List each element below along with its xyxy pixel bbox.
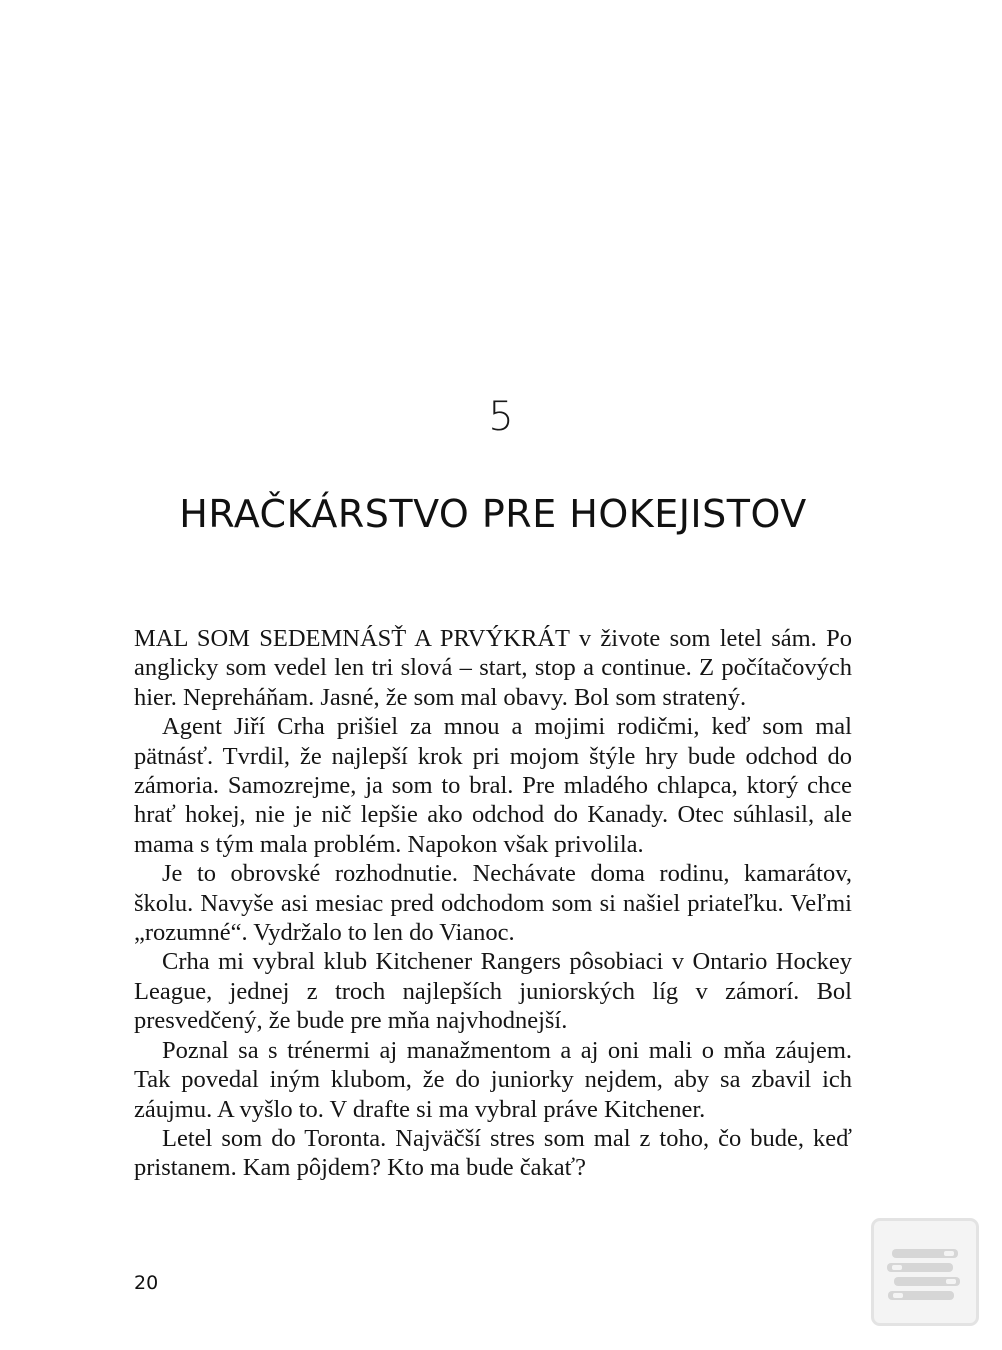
paragraph: Letel som do Toronta. Najväčší stres som mal z toho, čo bude, keď pristanem. Kam pôjdem? Kto ma bude čakať? xyxy=(134,1124,852,1182)
chapter-title: HRAČKÁRSTVO PRE HOKEJISTOV xyxy=(179,492,807,536)
paragraph: Poznal sa s trénermi aj manažmentom a aj oni mali o mňa záujem. Tak povedal iným klubom, že do juniorky nejdem, aby sa zbavil ich záujmu. A vyšlo to. V drafte si ma vybral práve Kitchener. xyxy=(134,1036,852,1123)
paragraph: Je to obrovské rozhodnutie. Nechávate doma rodinu, kamarátov, školu. Navyše asi mesiac pred odchodom som si našiel priateľku. Veľmi „rozumné“. Vydržalo to len do Vianoc. xyxy=(134,860,852,947)
publisher-logo xyxy=(871,1218,979,1326)
chapter-number: 5 xyxy=(488,394,514,440)
page-number: 20 xyxy=(134,1272,159,1294)
chapter-body xyxy=(134,624,852,1183)
paragraph: MAL SOM SEDEMNÁSŤ A PRVÝKRÁT v živote som letel sám. Po anglicky som vedel len tri slová – start, stop a continue. Z počítačových hier. Nepreháňam. Jasné, že som mal obavy. Bol som stratený. xyxy=(134,625,852,711)
stacked-books-icon xyxy=(874,1221,976,1323)
paragraph: Agent Jiří Crha prišiel za mnou a mojimi rodičmi, keď som mal pätnásť. Tvrdil, že najlepší krok pri mojom štýle hry bude odchod do zámoria. Samozrejme, ja som to bral. Pre mladého chlapca, ktorý chce hrať hokej, nie je nič lepšie ako odchod do Kanady. Otec súhlasil, ale mama s tým mala problém. Napokon však privolila. xyxy=(134,713,852,858)
paragraph: Crha mi vybral klub Kitchener Rangers pôsobiaci v Ontario Hockey League, jednej z troch najlepších juniorských líg v zámorí. Bol presvedčený, že bude pre mňa najvhodnejší. xyxy=(134,948,852,1035)
